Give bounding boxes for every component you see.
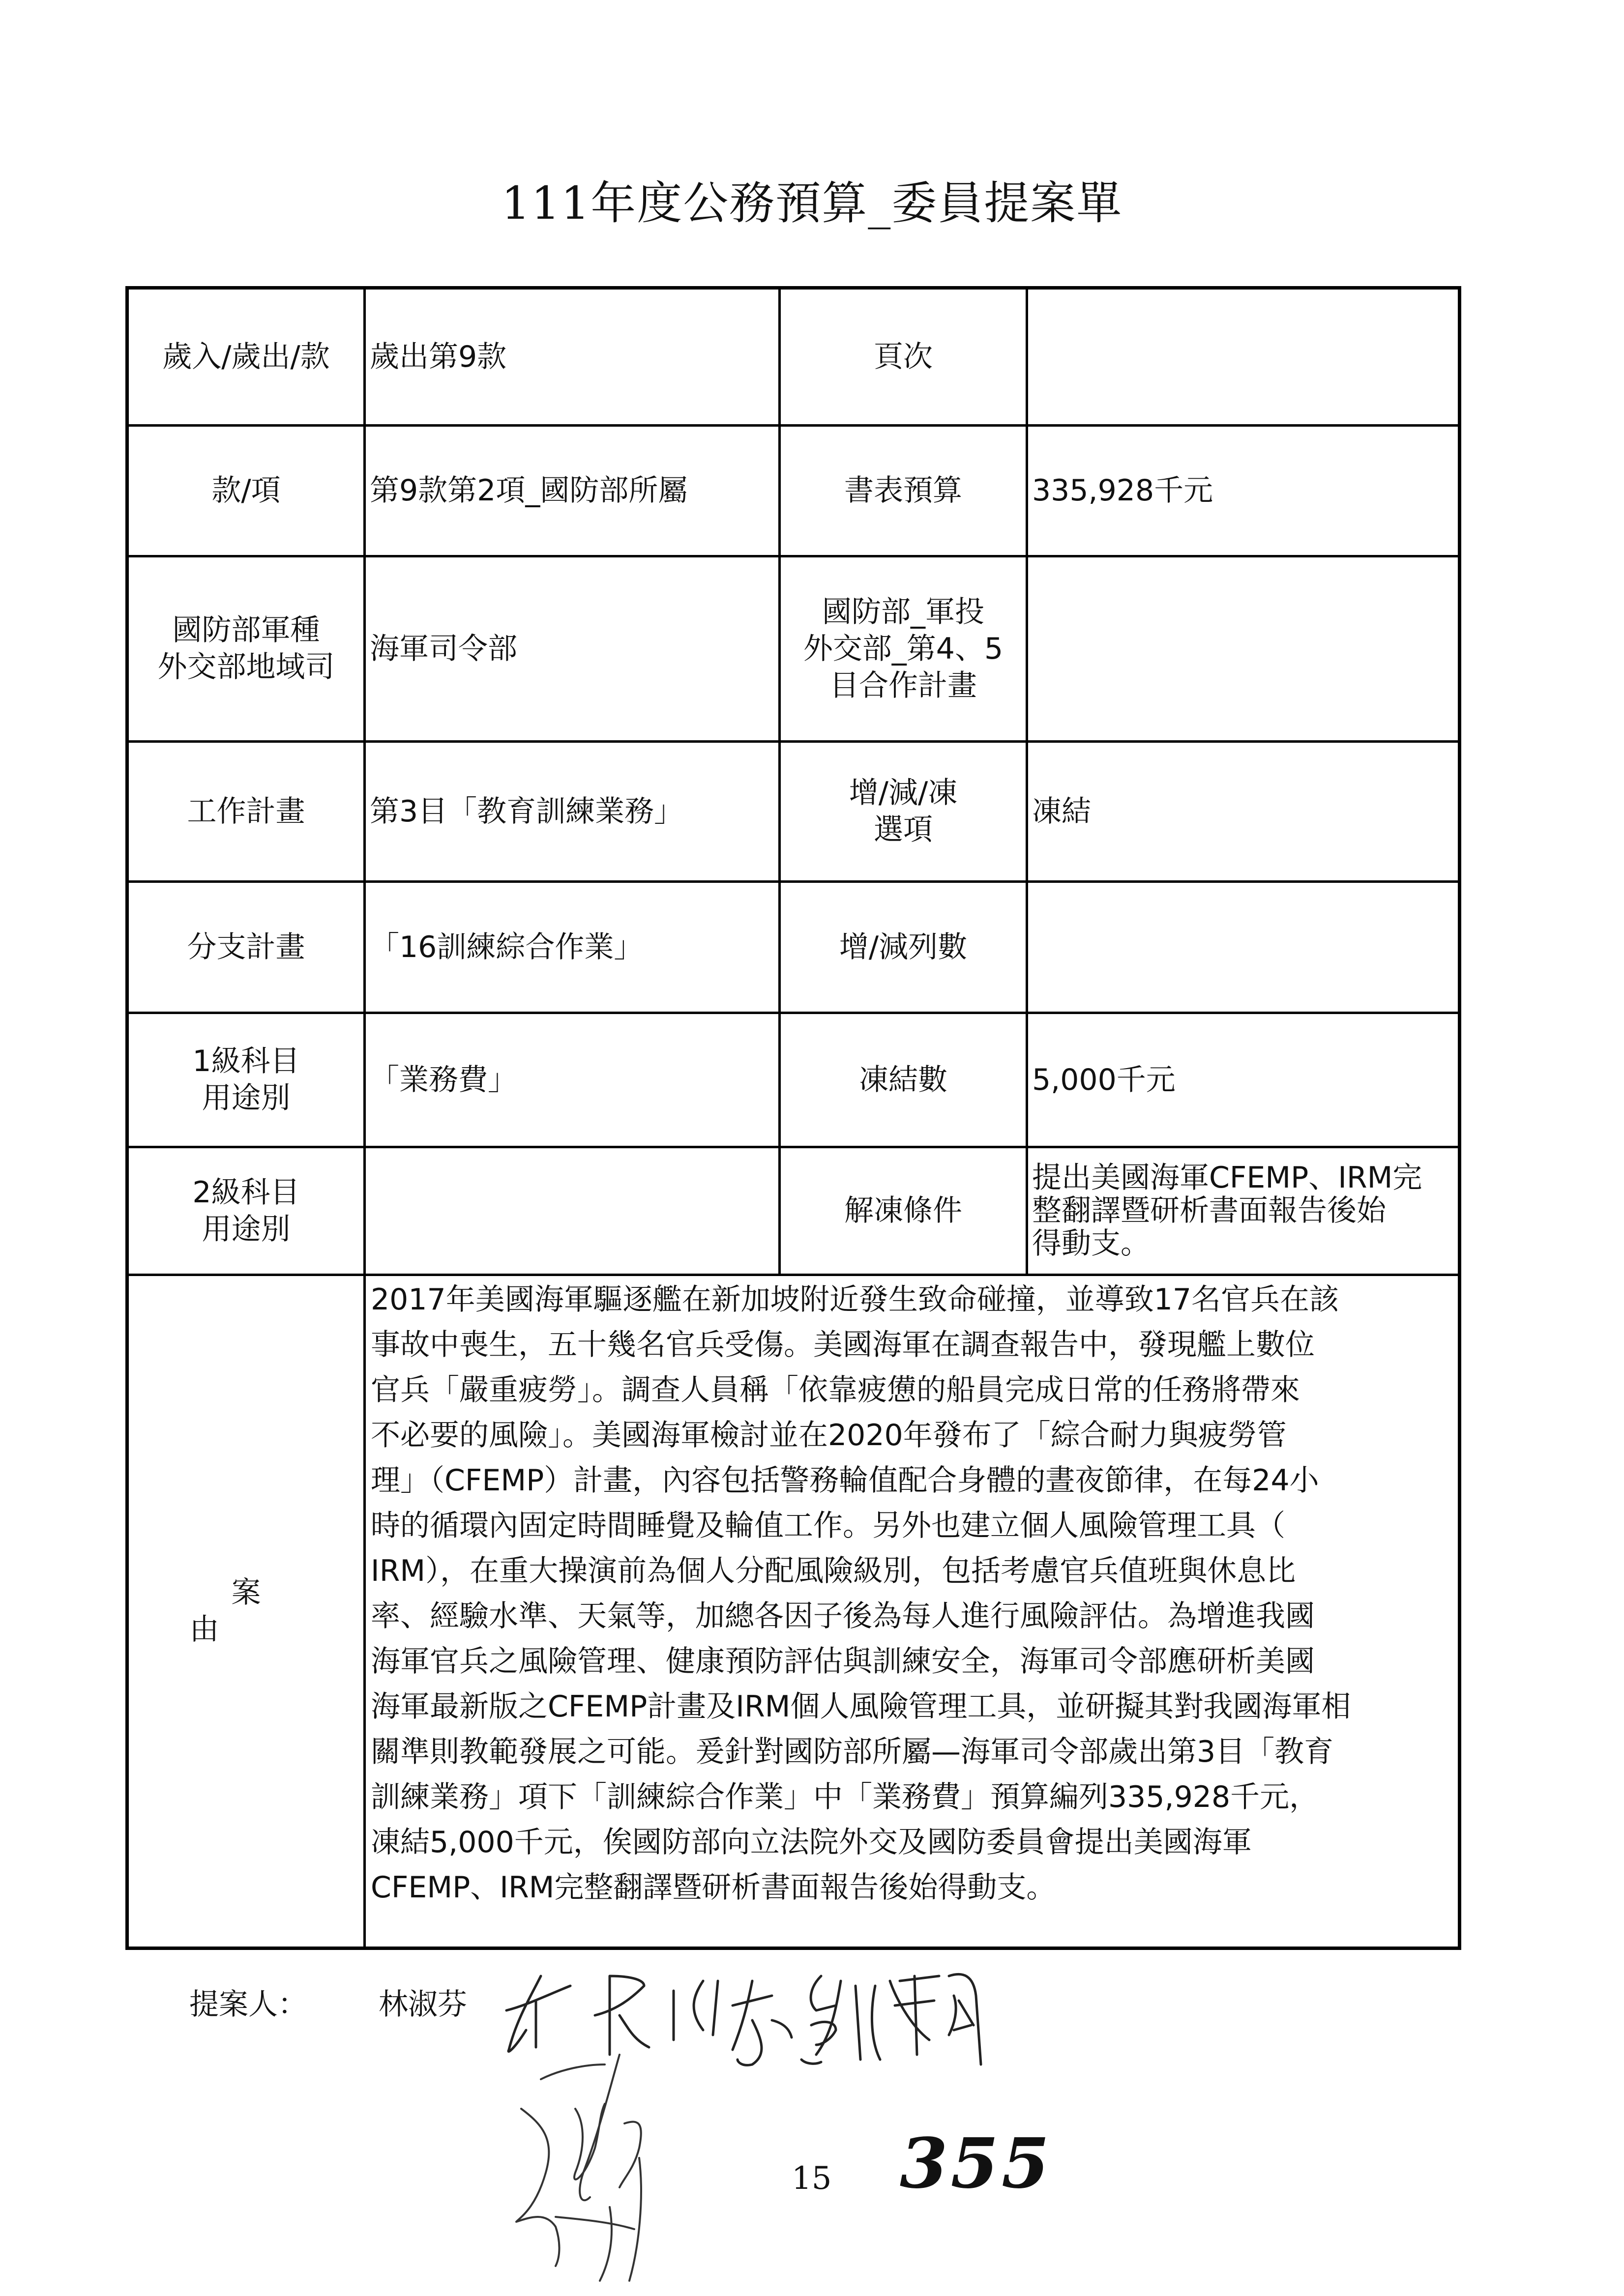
reason-line: 不必要的風險」。美國海軍檢討並在2020年發布了「綜合耐力與疲勞管: [371, 1418, 1287, 1453]
reason-line: 2017年美國海軍驅逐艦在新加坡附近發生致命碰撞，並導致17名官兵在該: [371, 1282, 1339, 1317]
label-branch-plan: 分支計畫: [127, 882, 365, 1013]
label-line: 外交部地域司: [157, 650, 335, 684]
reason-line: 率、經驗水準、天氣等，加總各因子後為每人進行風險評估。為增進我國: [371, 1599, 1315, 1633]
reason-label-text: 案由: [189, 1575, 345, 1647]
value-statement-budget: 335,928千元: [1027, 426, 1460, 556]
reason-line: 關準則教範發展之可能。爰針對國防部所屬—海軍司令部歲出第3目「教育: [371, 1735, 1334, 1769]
reason-line: 凍結5,000千元，俟國防部向立法院外交及國防委員會提出美國海軍: [371, 1825, 1252, 1860]
reason-line: 訓練業務」項下「訓練綜合作業」中「業務費」預算編列335,928千元，: [371, 1780, 1319, 1814]
label-line: 用途別: [202, 1081, 291, 1115]
proposal-form-table: [125, 286, 1461, 1950]
signature-lai: [511, 2050, 718, 2286]
label-line: 2級科目: [192, 1175, 300, 1210]
label-work-plan: 工作計畫: [127, 742, 365, 882]
label-line: 用途別: [202, 1212, 291, 1247]
label-level2-subject: [127, 1147, 365, 1275]
label-statement-budget: 書表預算: [780, 426, 1027, 556]
reason-line: 海軍官兵之風險管理、健康預防評估與訓練安全，海軍司令部應研析美國: [371, 1644, 1315, 1679]
label-line: 選項: [874, 813, 933, 847]
label-line: 外交部_第4、5: [803, 631, 1004, 666]
reason-line: 海軍最新版之CFEMP計畫及IRM個人風險管理工具，並研擬其對我國海軍相: [371, 1689, 1351, 1724]
page-number: 15: [792, 2160, 832, 2197]
value-level1-subject: 「業務費」: [365, 1013, 780, 1147]
value-adjust-option: 凍結: [1027, 742, 1460, 882]
document-title: 111年度公務預算_委員提案單: [501, 177, 1123, 230]
label-unfreeze-condition: 解凍條件: [780, 1147, 1027, 1275]
value-reason: [365, 1275, 1460, 1948]
value-line: 整翻譯暨研析書面報告後始: [1032, 1193, 1386, 1228]
reason-text: [366, 1276, 1458, 1910]
reason-line: 理」（CFEMP）計畫，內容包括警務輪值配合身體的晝夜節律，在每24小: [371, 1463, 1319, 1498]
reason-line: CFEMP、IRM完整翻譯暨研析書面報告後始得動支。: [371, 1870, 1056, 1905]
value-page: [1027, 288, 1460, 426]
value-branch-plan: 「16訓練綜合作業」: [365, 882, 780, 1013]
label-line: 目合作計畫: [829, 668, 977, 703]
label-adjust-option: [780, 742, 1027, 882]
value-unfreeze-condition: [1027, 1147, 1460, 1275]
value-work-plan: 第3目「教育訓練業務」: [365, 742, 780, 882]
label-budget-type: 歲入/歲出/款: [127, 288, 365, 426]
handwritten-number: 355: [900, 2123, 1053, 2204]
reason-line: 事故中喪生，五十幾名官兵受傷。美國海軍在調查報告中，發現艦上數位: [371, 1328, 1315, 1362]
label-military-branch: [127, 556, 365, 742]
label-line: 國防部_軍投: [822, 594, 984, 629]
reason-line: 官兵「嚴重疲勞」。調查人員稱「依靠疲憊的船員完成日常的任務將帶來: [371, 1373, 1300, 1407]
form-row: [127, 1147, 1460, 1275]
label-frozen-amount: 凍結數: [780, 1013, 1027, 1147]
form-row: [127, 882, 1460, 1013]
value-section-item: 第9款第2項_國防部所屬: [365, 426, 780, 556]
label-line: 1級科目: [192, 1044, 300, 1078]
form-row: [127, 288, 1460, 426]
proposer-label: 提案人：: [189, 1987, 307, 2022]
label-reason: [127, 1275, 365, 1948]
value-frozen-amount: 5,000千元: [1027, 1013, 1460, 1147]
label-adjust-amount: 增/減列數: [780, 882, 1027, 1013]
value-cooperation-plan: [1027, 556, 1460, 742]
form-row: [127, 742, 1460, 882]
reason-line: 時的循環內固定時間睡覺及輪值工作。另外也建立個人風險管理工具（: [371, 1509, 1285, 1543]
label-level1-subject: [127, 1013, 365, 1147]
value-line: 提出美國海軍CFEMP、IRM完: [1032, 1160, 1422, 1195]
form-row: [127, 556, 1460, 742]
form-row: [127, 426, 1460, 556]
value-line: 得動支。: [1032, 1226, 1150, 1261]
reason-line: IRM），在重大操演前為個人分配風險級別，包括考慮官兵值班與休息比: [371, 1554, 1296, 1588]
value-budget-type: 歲出第9款: [365, 288, 780, 426]
value-level2-subject: [365, 1147, 780, 1275]
label-line: 國防部軍種: [172, 613, 320, 647]
label-page: 頁次: [780, 288, 1027, 426]
value-military-branch: 海軍司令部: [365, 556, 780, 742]
proposer-name: 林淑芬: [379, 1987, 467, 2022]
form-row: [127, 1013, 1460, 1147]
form-row-reason: [127, 1275, 1460, 1948]
label-cooperation-plan: [780, 556, 1027, 742]
value-adjust-amount: [1027, 882, 1460, 1013]
label-line: 增/減/凍: [849, 776, 958, 810]
label-section-item: 款/項: [127, 426, 365, 556]
